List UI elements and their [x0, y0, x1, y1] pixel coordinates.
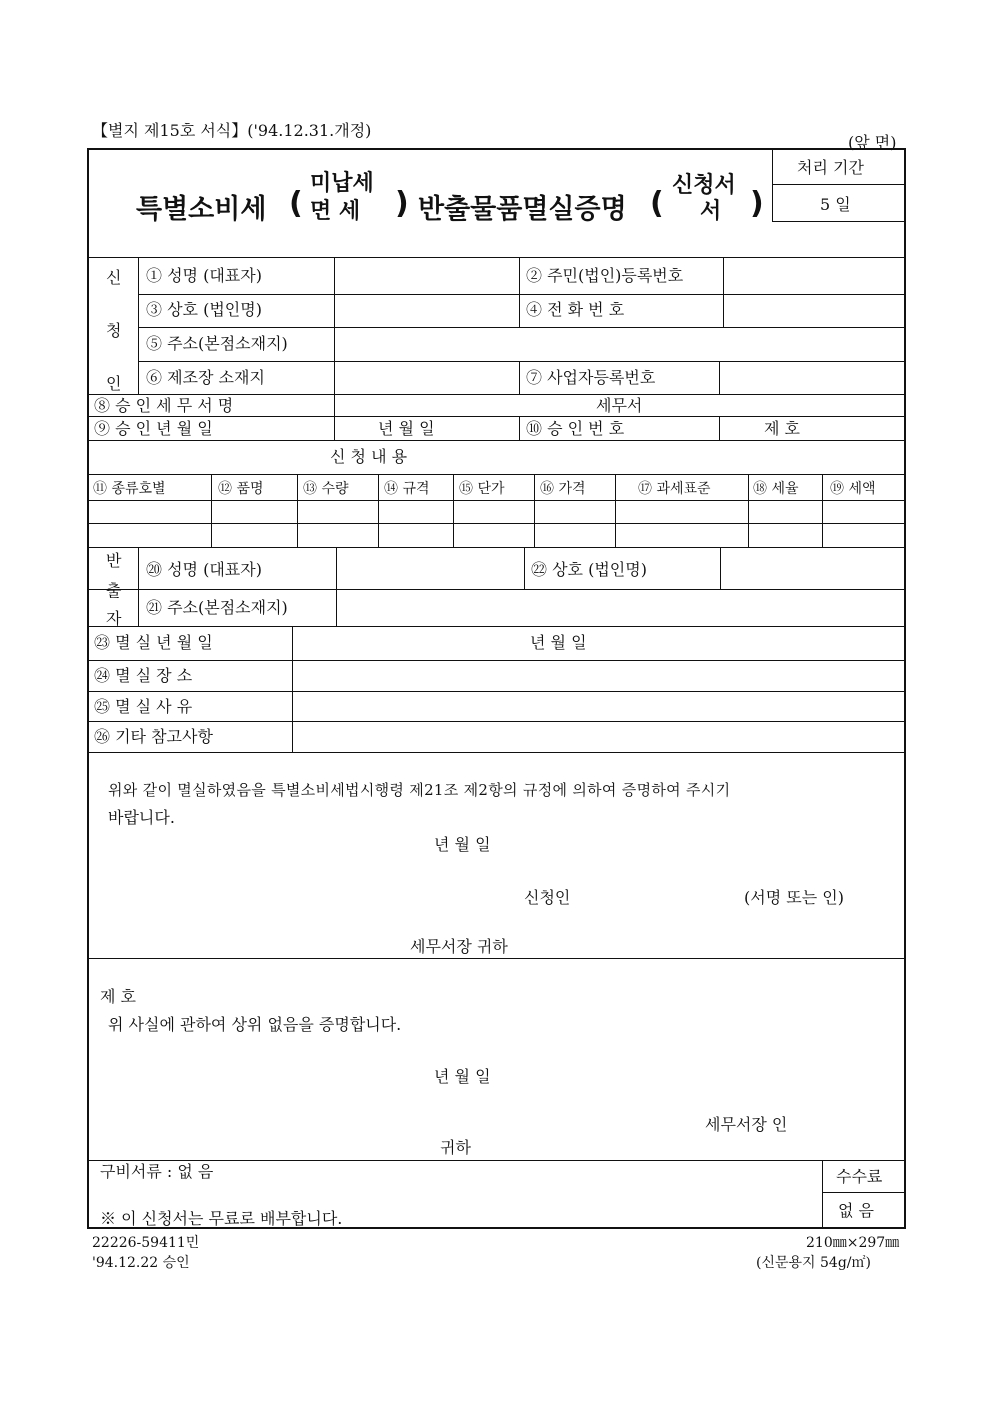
shipper-address-label: ㉑ 주소(본점소재지) — [146, 598, 288, 617]
shipper-side-3: 자 — [106, 609, 122, 628]
col-spec-label: ⑭ 규격 — [384, 481, 430, 497]
processing-period-label: 처리 기간 — [797, 158, 864, 177]
approval-office-value: 세무서 — [596, 396, 643, 415]
factory-location-field[interactable] — [338, 364, 516, 392]
application-content-header: 신 청 내 용 — [330, 447, 408, 466]
applicant-name-field[interactable] — [338, 262, 516, 290]
applicant-company-field[interactable] — [338, 297, 516, 325]
signature-or-seal-label: (서명 또는 인) — [744, 888, 844, 907]
title-option-upper-1: 미납세 — [310, 171, 374, 196]
loss-place-label: ㉔ 멸 실 장 소 — [94, 666, 193, 685]
applicant-name-label: ① 성명 (대표자) — [146, 266, 262, 285]
declaration-date: 년 월 일 — [434, 835, 491, 854]
applicant-side-2: 청 — [106, 321, 122, 340]
col-tax-amount-label: ⑲ 세액 — [830, 481, 876, 497]
applicant-signature-field[interactable] — [580, 884, 740, 912]
declaration-line-2: 바랍니다. — [108, 808, 175, 827]
loss-date-value: 년 월 일 — [530, 633, 587, 652]
approval-number-value: 제 호 — [764, 419, 800, 438]
other-notes-field[interactable] — [296, 724, 902, 750]
col-quantity-label: ⑬ 수량 — [303, 481, 349, 497]
declaration-applicant-label: 신청인 — [524, 888, 571, 907]
business-reg-no-label: ⑦ 사업자등록번호 — [526, 368, 656, 387]
certificate-number: 제 호 — [100, 987, 136, 1006]
title-option-upper-2: 신청서 — [672, 173, 736, 198]
col-product-label: ⑫ 품명 — [218, 481, 264, 497]
loss-date-label: ㉓ 멸 실 년 월 일 — [94, 633, 213, 652]
title-option-lower-1: 면 세 — [310, 199, 361, 224]
loss-reason-field[interactable] — [296, 694, 902, 719]
declaration-addressee: 세무서장 귀하 — [410, 937, 508, 956]
title-option-lower-2: 서 — [700, 199, 722, 224]
approval-date-value: 년 월 일 — [378, 419, 435, 438]
approval-office-label: ⑧ 승 인 세 무 서 명 — [94, 396, 234, 415]
paper-size: 210㎜×297㎜ — [806, 1235, 900, 1251]
applicant-address-field[interactable] — [338, 330, 902, 358]
fee-label: 수수료 — [836, 1167, 883, 1186]
fee-value: 없 음 — [838, 1201, 874, 1220]
shipper-side-1: 반 — [106, 551, 122, 570]
title-paren-close-1: ) — [395, 186, 409, 221]
title-paren-close-2: ) — [750, 186, 764, 221]
shipper-name-label: ⑳ 성명 (대표자) — [146, 560, 262, 579]
required-documents: 구비서류 : 없 음 — [100, 1162, 214, 1181]
col-type-label: ⑪ 종류호별 — [93, 481, 166, 497]
processing-period-value: 5 일 — [820, 195, 851, 214]
applicant-company-label: ③ 상호 (법인명) — [146, 300, 262, 319]
applicant-side-3: 인 — [106, 374, 122, 393]
applicant-reg-no-field[interactable] — [727, 262, 902, 290]
certificate-text: 위 사실에 관하여 상위 없음을 증명합니다. — [108, 1015, 402, 1034]
col-price-label: ⑯ 가격 — [540, 481, 586, 497]
loss-place-field[interactable] — [296, 663, 902, 689]
certificate-date: 년 월 일 — [434, 1067, 491, 1086]
form-code: 22226-59411민 — [92, 1235, 200, 1251]
applicant-reg-no-label: ② 주민(법인)등록번호 — [526, 266, 684, 285]
loss-reason-label: ㉕ 멸 실 사 유 — [94, 697, 193, 716]
factory-location-label: ⑥ 제조장 소재지 — [146, 368, 265, 387]
title-paren-open-1: ( — [289, 186, 303, 221]
approval-date-label: ⑨ 승 인 년 월 일 — [94, 419, 213, 438]
applicant-side-1: 신 — [106, 268, 122, 287]
item-row-1[interactable] — [89, 501, 904, 522]
other-notes-label: ㉖ 기타 참고사항 — [94, 727, 213, 746]
shipper-company-field[interactable] — [724, 551, 902, 585]
declaration-line-1: 위와 같이 멸실하였음을 특별소비세법시행령 제21조 제2항의 규정에 의하여 증명하여 주시기 — [108, 781, 731, 799]
col-tax-base-label: ⑰ 과세표준 — [638, 481, 711, 497]
col-unit-price-label: ⑮ 단가 — [459, 481, 505, 497]
title-prefix: 특별소비세 — [136, 194, 267, 225]
form-number: 【별지 제15호 서식】('94.12.31.개정) — [92, 121, 372, 140]
shipper-name-field[interactable] — [340, 551, 520, 585]
shipper-company-label: ㉒ 상호 (법인명) — [531, 560, 647, 579]
approval-number-label: ⑩ 승 인 번 호 — [526, 419, 625, 438]
free-distribution-note: ※ 이 신청서는 무료로 배부합니다. — [100, 1209, 343, 1228]
approval-stamp-date: '94.12.22 승인 — [92, 1255, 190, 1271]
paper-type: (신문용지 54g/㎡) — [756, 1255, 871, 1271]
item-row-2[interactable] — [89, 524, 904, 546]
front-side-label: (앞 면) — [848, 133, 897, 152]
shipper-address-field[interactable] — [340, 593, 902, 623]
business-reg-no-field[interactable] — [723, 364, 902, 392]
title-main: 반출물품멸실증명 — [418, 194, 627, 225]
certificate-issuer: 세무서장 인 — [705, 1115, 788, 1134]
applicant-phone-label: ④ 전 화 번 호 — [526, 300, 625, 319]
col-tax-rate-label: ⑱ 세율 — [753, 481, 799, 497]
title-paren-open-2: ( — [650, 186, 664, 221]
certificate-addressee: 귀하 — [440, 1138, 471, 1157]
applicant-phone-field[interactable] — [727, 297, 902, 325]
shipper-side-2: 출 — [106, 581, 122, 600]
applicant-address-label: ⑤ 주소(본점소재지) — [146, 334, 288, 353]
